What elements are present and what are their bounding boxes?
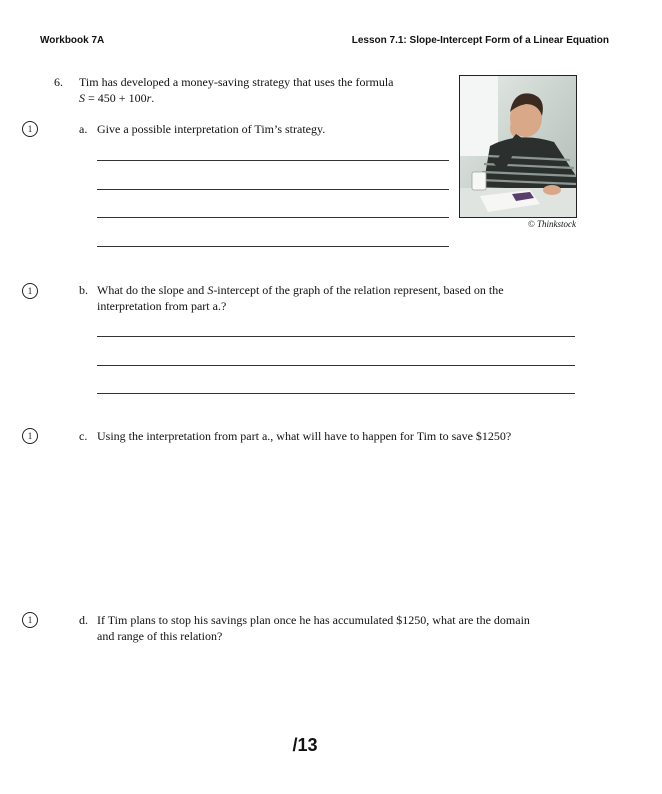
- answer-line-a1[interactable]: [97, 160, 449, 161]
- marks-badge-c: 1: [22, 428, 38, 444]
- answer-line-a4[interactable]: [97, 246, 449, 247]
- part-a-label: a.: [79, 122, 88, 136]
- answer-line-a3[interactable]: [97, 217, 449, 218]
- formula-variable: r: [146, 91, 152, 105]
- part-a-text: Give a possible interpretation of Tim’s strategy.: [97, 122, 326, 136]
- answer-line-b3[interactable]: [97, 393, 575, 394]
- marks-badge-d: 1: [22, 612, 38, 628]
- part-b-text-end: -intercept of the graph of the relation represent, based on the: [213, 283, 504, 297]
- part-b-label: b.: [79, 283, 88, 297]
- marks-badge-b: 1: [22, 283, 38, 299]
- photo-illustration: [460, 76, 576, 217]
- question-intro-text: Tim has developed a money-saving strategy that uses the formula: [79, 75, 394, 89]
- marks-badge-a: 1: [22, 121, 38, 137]
- part-b-text-variable: S: [207, 283, 214, 297]
- formula: S = 450 + 100r.: [79, 91, 155, 105]
- photo-credit: © Thinkstock: [527, 219, 576, 229]
- formula-coefficient: 100: [128, 91, 147, 105]
- part-d-text: [97, 612, 577, 644]
- part-b-text-line2: interpretation from part a.?: [97, 299, 227, 313]
- formula-lhs: S: [79, 91, 85, 105]
- part-b-text-start: What do the slope and: [97, 283, 208, 297]
- answer-line-b2[interactable]: [97, 365, 575, 366]
- answer-line-a2[interactable]: [97, 189, 449, 190]
- part-d-text-line2: and range of this relation?: [97, 629, 223, 643]
- workbook-title: Workbook 7A: [40, 35, 105, 46]
- question-intro: [79, 74, 449, 106]
- part-b-text-line1: [97, 282, 567, 298]
- part-c-label: c.: [79, 429, 88, 443]
- photo-man-with-calculator: [459, 75, 577, 218]
- part-d-label: d.: [79, 613, 88, 627]
- part-c-text: Using the interpretation from part a., what will have to happen for Tim to save $1250?: [97, 429, 512, 443]
- part-d-text-line1: If Tim plans to stop his savings plan once he has accumulated $1250, what are the domain: [97, 613, 530, 627]
- total-score: /13: [292, 735, 318, 755]
- answer-line-b1[interactable]: [97, 336, 575, 337]
- part-b-text: [97, 282, 567, 314]
- formula-constant: 450: [97, 91, 116, 105]
- lesson-title: Lesson 7.1: Slope-Intercept Form of a Linear Equation: [351, 35, 609, 46]
- question-number: 6.: [54, 75, 63, 89]
